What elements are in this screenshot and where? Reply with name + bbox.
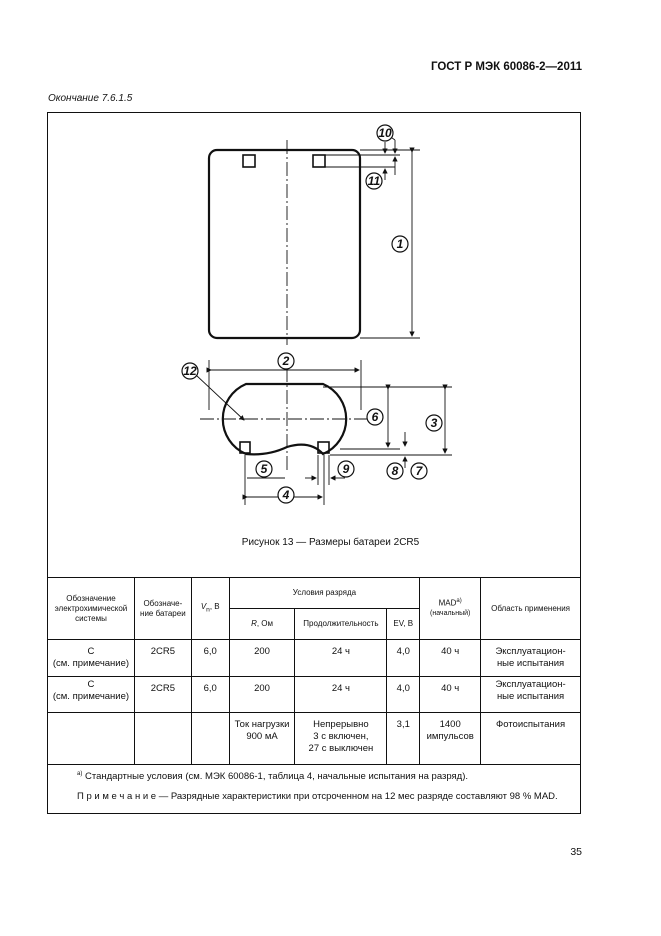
dim-label-10: 10 (378, 126, 392, 140)
col-header-vn: $V_n$, В (191, 578, 229, 640)
figure-caption: Рисунок 13 — Размеры батареи 2CR5 (241, 537, 420, 548)
col-header-area: Область применения (481, 578, 581, 640)
table-row: Ток нагрузки 900 мА Непрерывно 3 с включен, 27 с выключен 3,1 1400 импульсов Фотоиспытания (48, 713, 581, 765)
table-header-row (48, 578, 581, 609)
table-row: C (см. примечание) 2CR5 6,0 200 24 ч 4,0 40 ч Эксплуатацион- ные испытания (48, 677, 581, 713)
discharge-table (47, 577, 581, 765)
dim-label-7: 7 (415, 464, 423, 478)
col-header-conditions: Условия разряда (229, 578, 420, 609)
dim-label-6: 6 (371, 410, 379, 424)
standard-header: ГОСТ Р МЭК 60086-2—2011 (430, 61, 582, 73)
col-header-r: R, Ом (229, 609, 295, 640)
dim-label-5: 5 (260, 462, 268, 476)
terminal-square (313, 155, 325, 167)
table-note: П р и м е ч а н и е — Разрядные характеристики при отсроченном на 12 мес разряде составляют 98 % MAD. (77, 791, 558, 802)
dim-label-4: 4 (282, 488, 290, 502)
continuation-label: Окончание 7.6.1.5 (48, 93, 133, 104)
dim-label-12: 12 (183, 364, 197, 378)
dim-label-1: 1 (396, 237, 404, 251)
dim-label-8: 8 (391, 464, 399, 478)
col-header-mad: MAD$^{a)}$ (начальный) (420, 578, 481, 640)
battery-top-view (209, 150, 360, 338)
col-header-duration: Продолжительность (295, 609, 387, 640)
dim-label-11: 11 (367, 174, 381, 188)
col-header-ev: EV, В (387, 609, 420, 640)
dim-label-9: 9 (342, 462, 350, 476)
dim-label-2: 2 (282, 354, 290, 368)
footnote-a: $^{a)}$ Стандартные условия (см. МЭК 60086-1, таблица 4, начальные испытания на разряд). (77, 771, 469, 783)
col-header-system: Обозначение электрохимической системы (48, 578, 135, 640)
terminal-square (243, 155, 255, 167)
table-row: C (см. примечание) 2CR5 6,0 200 24 ч 4,0 40 ч Эксплуатацион- ные испытания (48, 640, 581, 677)
col-header-battery: Обозначе-ние батареи (134, 578, 191, 640)
page-number: 35 (570, 846, 582, 858)
dim-label-3: 3 (430, 416, 438, 430)
